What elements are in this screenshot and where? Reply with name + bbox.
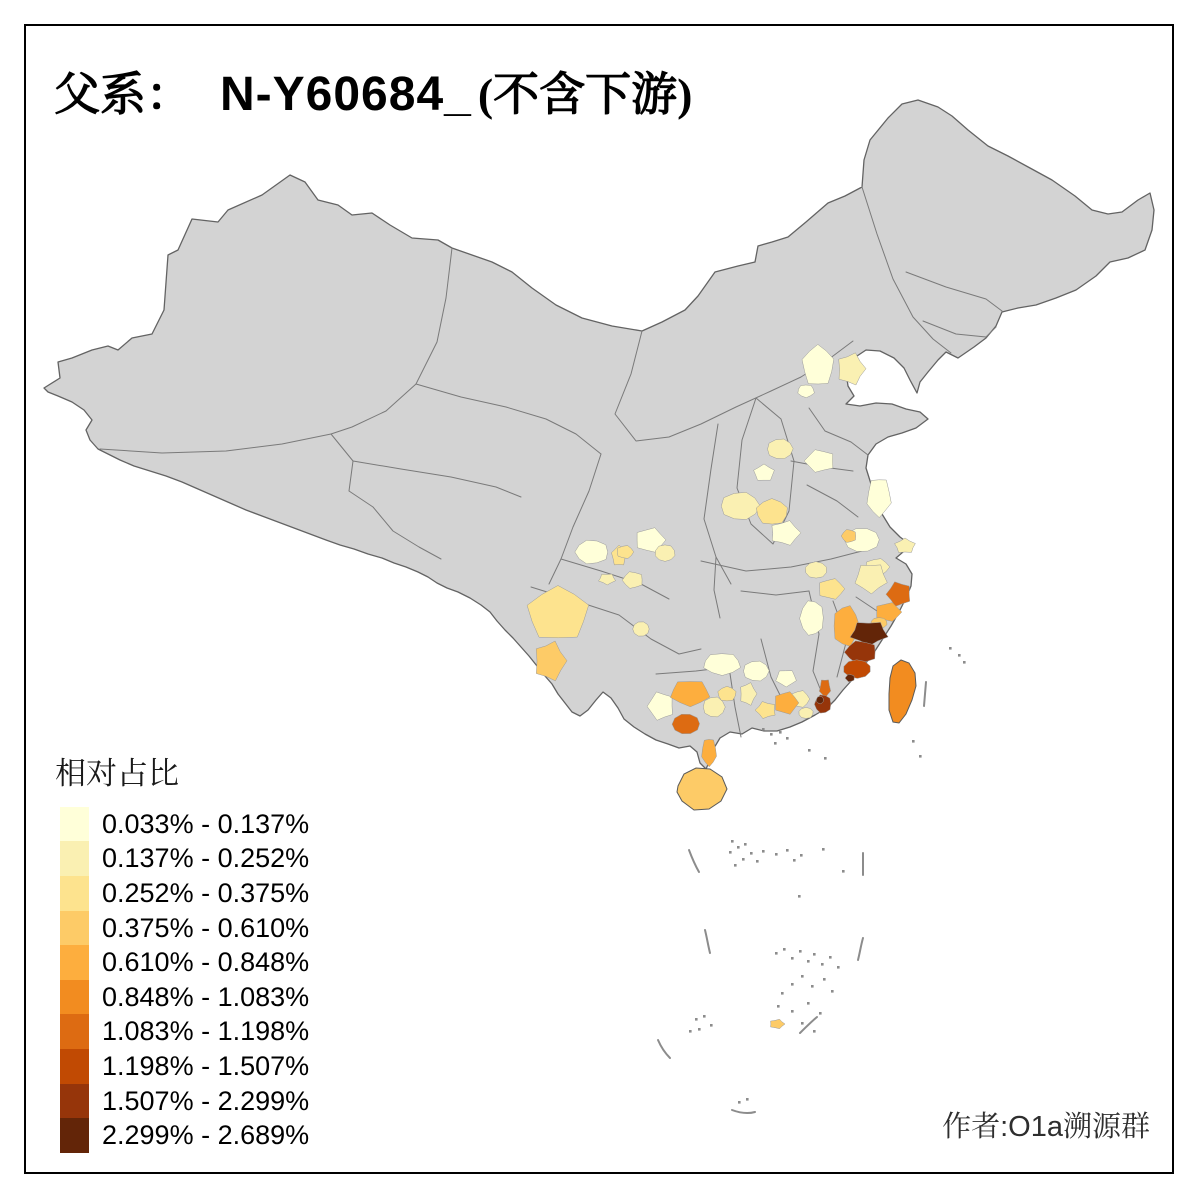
legend-swatch (60, 1049, 89, 1084)
island-speck (775, 853, 778, 856)
legend-swatch (60, 841, 89, 876)
map-region-hainan (677, 768, 727, 810)
island-speck (807, 960, 810, 963)
island-speck (742, 858, 745, 861)
island-speck (750, 852, 753, 855)
title-suffix: (不含下游) (477, 69, 693, 120)
island-speck (822, 848, 825, 851)
island-speck (811, 985, 814, 988)
island-speck (762, 850, 765, 853)
island-speck (744, 843, 747, 846)
island-speck (807, 1002, 810, 1005)
island-speck (729, 851, 732, 854)
island-speck (770, 733, 773, 736)
legend-label: 0.375% - 0.610% (102, 912, 310, 943)
legend-swatch (60, 807, 89, 842)
legend (55, 748, 309, 1153)
island-speck (783, 948, 786, 951)
island-speck (799, 950, 802, 953)
legend-swatch (60, 1118, 89, 1153)
island-speck (801, 975, 804, 978)
island-speck (791, 1010, 794, 1013)
island-speck (824, 757, 827, 760)
legend-label: 1.083% - 1.198% (102, 1016, 310, 1047)
legend-label: 2.299% - 2.689% (102, 1120, 310, 1151)
title-haplogroup-code: N-Y60684_ (220, 68, 472, 121)
legend-label: 0.848% - 1.083% (102, 981, 310, 1012)
island-speck (958, 654, 961, 657)
legend-swatch (60, 1014, 89, 1049)
map-region-taiwan (889, 660, 916, 723)
island-speck (793, 859, 796, 862)
island-speck (777, 1005, 780, 1008)
china-mainland-outline (44, 100, 1154, 769)
island-speck (829, 956, 832, 959)
legend-title: 相对占比 (55, 756, 179, 791)
legend-swatch (60, 876, 89, 911)
island-speck (774, 742, 777, 745)
island-speck (734, 864, 737, 867)
map-region-r15 (805, 562, 826, 579)
island-speck (710, 1024, 713, 1027)
legend-row (55, 945, 309, 980)
island-speck (823, 978, 826, 981)
island-speck (781, 992, 784, 995)
legend-row (55, 1015, 309, 1050)
island-speck (800, 854, 803, 857)
legend-swatch (60, 911, 89, 946)
legend-label: 1.507% - 2.299% (102, 1085, 310, 1116)
island-speck (775, 952, 778, 955)
island-speck (949, 647, 952, 650)
legend-label: 0.137% - 0.252% (102, 843, 310, 874)
legend-row (55, 1118, 309, 1153)
legend-row (55, 911, 309, 946)
island-speck (821, 963, 824, 966)
legend-label: 1.198% - 1.507% (102, 1050, 310, 1081)
legend-row (55, 807, 309, 842)
island-speck (698, 1028, 701, 1031)
island-speck (762, 728, 765, 731)
island-speck (798, 895, 801, 898)
island-speck (791, 957, 794, 960)
island-speck (756, 860, 759, 863)
island-speck (912, 740, 915, 743)
attribution-text: 作者:O1a溯源群 (942, 1111, 1150, 1143)
island-speck (842, 870, 845, 873)
plot-title (54, 58, 692, 124)
island-speck (786, 849, 789, 852)
island-speck (791, 983, 794, 986)
legend-swatch (60, 1084, 89, 1119)
island-speck (813, 1030, 816, 1033)
legend-label: 0.033% - 0.137% (102, 808, 310, 839)
island-speck (813, 953, 816, 956)
legend-swatch (60, 980, 89, 1015)
legend-swatch (60, 945, 89, 980)
island-speck (731, 840, 734, 843)
map-region-r37 (672, 714, 700, 733)
island-speck (738, 1101, 741, 1104)
legend-row (55, 980, 309, 1015)
island-speck (808, 749, 811, 752)
island-speck (801, 1022, 804, 1025)
legend-row (55, 1049, 309, 1084)
title-prefix: 父系： (54, 69, 192, 120)
legend-row (55, 842, 309, 877)
island-speck (779, 731, 782, 734)
map-region-r35 (799, 707, 813, 718)
legend-label: 0.252% - 0.375% (102, 877, 310, 908)
island-speck (695, 1018, 698, 1021)
island-speck (737, 846, 740, 849)
island-speck (919, 755, 922, 758)
map-region-r54 (771, 1019, 786, 1028)
island-speck (831, 990, 834, 993)
island-speck (689, 1030, 692, 1033)
legend-label: 0.610% - 0.848% (102, 947, 310, 978)
island-speck (786, 737, 789, 740)
island-speck (703, 1015, 706, 1018)
island-speck (837, 966, 840, 969)
legend-row (55, 1084, 309, 1119)
map-region-r53 (633, 622, 650, 636)
island-speck (963, 661, 966, 664)
island-speck (746, 1098, 749, 1101)
island-speck (819, 1012, 822, 1015)
legend-row (55, 876, 309, 911)
